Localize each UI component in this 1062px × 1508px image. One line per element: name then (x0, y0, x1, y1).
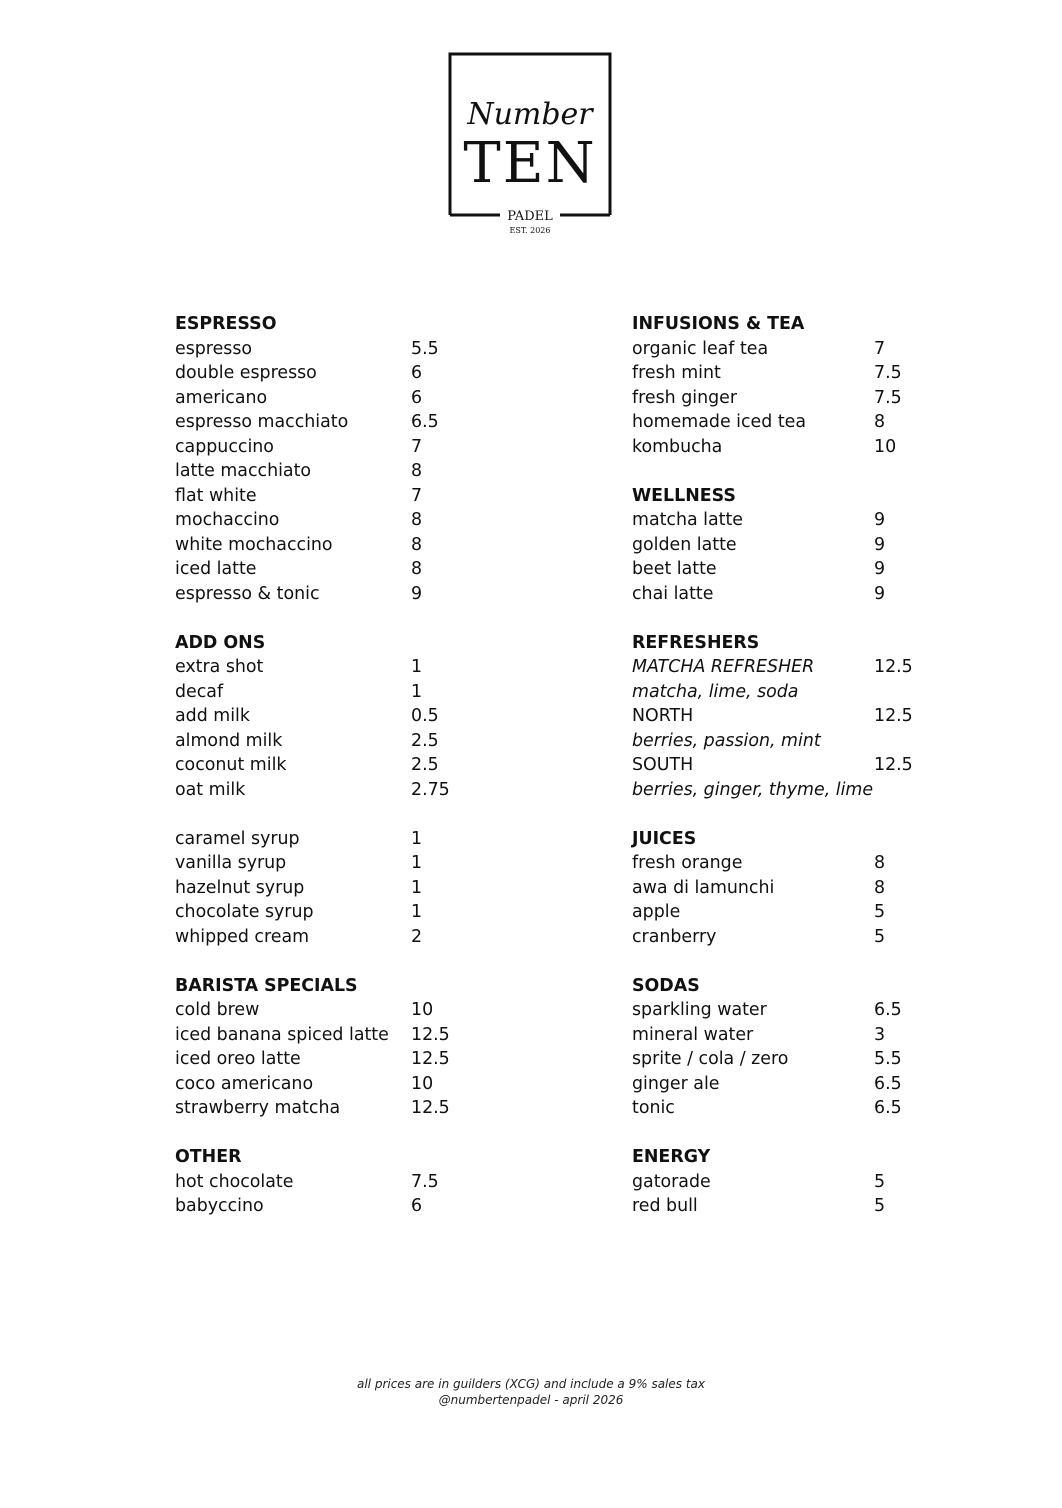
menu-item (175, 851, 475, 876)
menu-item-price: 6.5 (874, 1098, 902, 1118)
footnote-tax: all prices are in guilders (XCG) and include a 9% sales tax (356, 1377, 705, 1391)
menu-item-price: 6 (411, 363, 423, 383)
menu-item-price: 1 (411, 877, 423, 898)
menu-item-name: chai latte (632, 583, 714, 604)
menu-item (632, 729, 932, 754)
menu-item-price: 6.5 (411, 412, 439, 432)
menu-item-name: cold brew (175, 1000, 260, 1020)
menu-item-price: 12.5 (874, 706, 913, 726)
menu-item-name: vanilla syrup (175, 853, 287, 873)
menu-item-name: sparkling water (632, 1000, 767, 1020)
menu-item (175, 1047, 475, 1072)
menu-item-name: beet latte (632, 559, 717, 579)
logo-sub-word: PADEL (507, 209, 553, 224)
menu-item-price: 7.5 (874, 387, 902, 408)
menu-item (632, 557, 932, 582)
menu-item-name: NORTH (632, 706, 694, 726)
menu-item-name: kombucha (632, 436, 723, 457)
menu-item-price: 7.5 (411, 1171, 439, 1192)
menu-item (175, 778, 475, 803)
menu-item (175, 1170, 475, 1195)
menu-item-name: white mochaccino (175, 534, 333, 555)
menu-item-price: 1 (411, 681, 423, 702)
menu-item-name: caramel syrup (175, 828, 300, 849)
menu-item (175, 459, 475, 484)
menu-item-price: 9 (874, 510, 886, 530)
menu-section (175, 1145, 475, 1219)
menu-item (175, 435, 475, 460)
menu-item-name: homemade iced tea (632, 412, 806, 432)
menu-item-price: 9 (874, 583, 886, 604)
menu-item-name: fresh orange (632, 853, 743, 873)
menu-item-price: 12.5 (411, 1098, 450, 1118)
menu-item-name: mochaccino (175, 510, 280, 530)
menu-item-price: 8 (411, 559, 423, 579)
menu-item-price: 2 (411, 926, 423, 947)
menu-item-name: double espresso (175, 363, 317, 383)
menu-item (632, 582, 932, 607)
menu-item (175, 1072, 475, 1097)
menu-item-price: 6 (411, 387, 423, 408)
logo-script-word: Number (467, 97, 593, 132)
menu-item-name: almond milk (175, 730, 283, 751)
menu-item-price: 5.5 (874, 1049, 902, 1069)
menu-item (175, 557, 475, 582)
menu-item (632, 1170, 932, 1195)
menu-item-price: 5 (874, 1171, 886, 1192)
menu-item-price: 1 (411, 828, 423, 849)
menu-item-name: americano (175, 387, 268, 408)
menu-section (175, 631, 475, 803)
menu-item (632, 998, 932, 1023)
menu-item-price: 12.5 (874, 755, 913, 775)
menu-item (175, 876, 475, 901)
menu-item (175, 508, 475, 533)
menu-item-price: 10 (411, 1073, 434, 1094)
price-footnote (0, 1377, 1062, 1408)
menu-item-price: 2.75 (411, 779, 450, 800)
menu-item-name: hot chocolate (175, 1171, 294, 1192)
menu-item-name: chocolate syrup (175, 902, 314, 922)
menu-item-name: extra shot (175, 657, 264, 677)
menu-item (632, 753, 932, 778)
section-heading: REFRESHERS (632, 632, 760, 653)
section-heading: OTHER (175, 1147, 242, 1167)
menu-section (632, 484, 932, 607)
menu-item-price: 7.5 (874, 363, 902, 383)
menu-item-name: berries, passion, mint (632, 730, 821, 751)
menu-section (175, 974, 475, 1121)
menu-item-name: SOUTH (632, 755, 694, 775)
menu-item-name: latte macchiato (175, 461, 312, 481)
menu-item (632, 1194, 932, 1219)
menu-item-price: 2.5 (411, 730, 439, 751)
menu-item-price: 8 (411, 534, 423, 555)
menu-item-price: 1 (411, 902, 423, 922)
menu-item (175, 484, 475, 509)
menu-item-price: 12.5 (411, 1024, 450, 1045)
menu-item-name: red bull (632, 1196, 698, 1216)
menu-item-name: tonic (632, 1098, 675, 1118)
menu-item (632, 655, 932, 680)
menu-item (632, 386, 932, 411)
menu-item-name: cranberry (632, 926, 717, 947)
menu-section (175, 312, 475, 606)
menu-item-name: awa di lamunchi (632, 877, 775, 898)
menu-item-price: 10 (411, 1000, 434, 1020)
menu-item (632, 704, 932, 729)
menu-section (175, 827, 475, 950)
section-heading: BARISTA SPECIALS (175, 975, 358, 996)
menu-item-name: fresh ginger (632, 387, 737, 408)
menu-item-price: 1 (411, 657, 423, 677)
menu-item-name: strawberry matcha (175, 1098, 341, 1118)
menu-item-name: hazelnut syrup (175, 877, 305, 898)
menu-item-price: 7 (411, 436, 423, 457)
menu-item-name: sprite / cola / zero (632, 1049, 789, 1069)
menu-section (632, 827, 932, 950)
menu-item (632, 925, 932, 950)
menu-item-name: flat white (175, 485, 257, 506)
menu-item (175, 1023, 475, 1048)
menu-item-name: iced oreo latte (175, 1049, 301, 1069)
menu-item (632, 435, 932, 460)
menu-item (632, 680, 932, 705)
menu-item-name: apple (632, 902, 681, 922)
menu-item-name: cappuccino (175, 436, 274, 457)
menu-item-price: 5.5 (411, 338, 439, 359)
menu-item-name: oat milk (175, 779, 246, 800)
menu-item (175, 680, 475, 705)
menu-item (175, 900, 475, 925)
menu-item-price: 7 (411, 485, 423, 506)
menu-item-price: 10 (874, 436, 897, 457)
menu-item (175, 1194, 475, 1219)
logo-main-word: TEN (463, 131, 597, 196)
menu-item (175, 361, 475, 386)
menu-section (632, 631, 932, 803)
menu-item-price: 6.5 (874, 1000, 902, 1020)
menu-section (632, 1145, 932, 1219)
menu-item (632, 1096, 932, 1121)
menu-item-name: iced banana spiced latte (175, 1024, 389, 1045)
menu-item (175, 337, 475, 362)
menu-item-price: 8 (411, 510, 423, 530)
menu-item (175, 704, 475, 729)
menu-column-right (632, 312, 932, 1243)
section-heading: INFUSIONS & TEA (632, 314, 805, 334)
menu-item-price: 5 (874, 902, 886, 922)
menu-item (632, 900, 932, 925)
brand-logo (448, 52, 612, 235)
menu-item (175, 655, 475, 680)
menu-item-name: matcha, lime, soda (632, 681, 799, 702)
section-heading: SODAS (632, 975, 700, 996)
menu-item (175, 410, 475, 435)
menu-item-price: 9 (411, 583, 423, 604)
menu-item (632, 778, 932, 803)
section-heading: ESPRESSO (175, 314, 277, 334)
menu-item (632, 508, 932, 533)
menu-item-name: golden latte (632, 534, 737, 555)
menu-item-price: 3 (874, 1024, 886, 1045)
menu-item (175, 729, 475, 754)
menu-item (632, 851, 932, 876)
menu-item-price: 8 (411, 461, 423, 481)
menu-item-price: 9 (874, 534, 886, 555)
menu-item (632, 876, 932, 901)
menu-item (632, 1072, 932, 1097)
menu-item-price: 8 (874, 412, 886, 432)
menu-item-name: babyccino (175, 1196, 264, 1216)
menu-column-left (175, 312, 475, 1243)
menu-item-name: MATCHA REFRESHER (632, 657, 815, 677)
menu-item (175, 998, 475, 1023)
menu-section (632, 312, 932, 459)
menu-item (632, 1023, 932, 1048)
menu-item-price: 2.5 (411, 755, 439, 775)
menu-item-name: espresso macchiato (175, 412, 349, 432)
menu-item-price: 1 (411, 853, 423, 873)
menu-item-name: mineral water (632, 1024, 754, 1045)
menu-item-name: matcha latte (632, 510, 744, 530)
menu-item-name: espresso & tonic (175, 583, 320, 604)
menu-item-name: organic leaf tea (632, 338, 769, 359)
footnote-handle: @numbertenpadel - april 2026 (438, 1392, 624, 1407)
menu-item-price: 6.5 (874, 1073, 902, 1094)
menu-item (175, 1096, 475, 1121)
menu-item-name: berries, ginger, thyme, lime (632, 779, 874, 800)
menu-item (632, 410, 932, 435)
menu-item-price: 8 (874, 853, 886, 873)
menu-item-price: 12.5 (874, 657, 913, 677)
menu-item-name: coconut milk (175, 755, 287, 775)
section-heading: JUICES (632, 828, 697, 849)
menu-item-name: fresh mint (632, 363, 721, 383)
menu-item (175, 753, 475, 778)
menu-item-name: add milk (175, 706, 250, 726)
logo-est: EST. 2026 (509, 226, 551, 235)
menu-item-price: 5 (874, 1196, 886, 1216)
menu-item-price: 5 (874, 926, 886, 947)
logo-mark (448, 52, 612, 235)
menu-item-price: 6 (411, 1196, 423, 1216)
section-heading: WELLNESS (632, 485, 736, 506)
menu-item (632, 337, 932, 362)
menu-item-name: iced latte (175, 559, 257, 579)
menu-item-price: 9 (874, 559, 886, 579)
section-heading: ENERGY (632, 1147, 711, 1167)
menu-item-price: 0.5 (411, 706, 439, 726)
menu-item (632, 533, 932, 558)
menu-section (632, 974, 932, 1121)
menu-item (175, 582, 475, 607)
menu-item-price: 7 (874, 338, 886, 359)
menu-item (175, 533, 475, 558)
menu-item (632, 361, 932, 386)
section-heading: ADD ONS (175, 632, 266, 653)
menu-item-price: 12.5 (411, 1049, 450, 1069)
menu-item-name: espresso (175, 338, 253, 359)
menu-item-name: gatorade (632, 1171, 711, 1192)
menu-item (175, 827, 475, 852)
menu-item-name: decaf (175, 681, 224, 702)
menu-item-name: ginger ale (632, 1073, 720, 1094)
menu-item-price: 8 (874, 877, 886, 898)
menu-item (175, 386, 475, 411)
menu-item-name: whipped cream (175, 926, 310, 947)
menu-item-name: coco americano (175, 1073, 314, 1094)
menu-item (632, 1047, 932, 1072)
menu-item (175, 925, 475, 950)
